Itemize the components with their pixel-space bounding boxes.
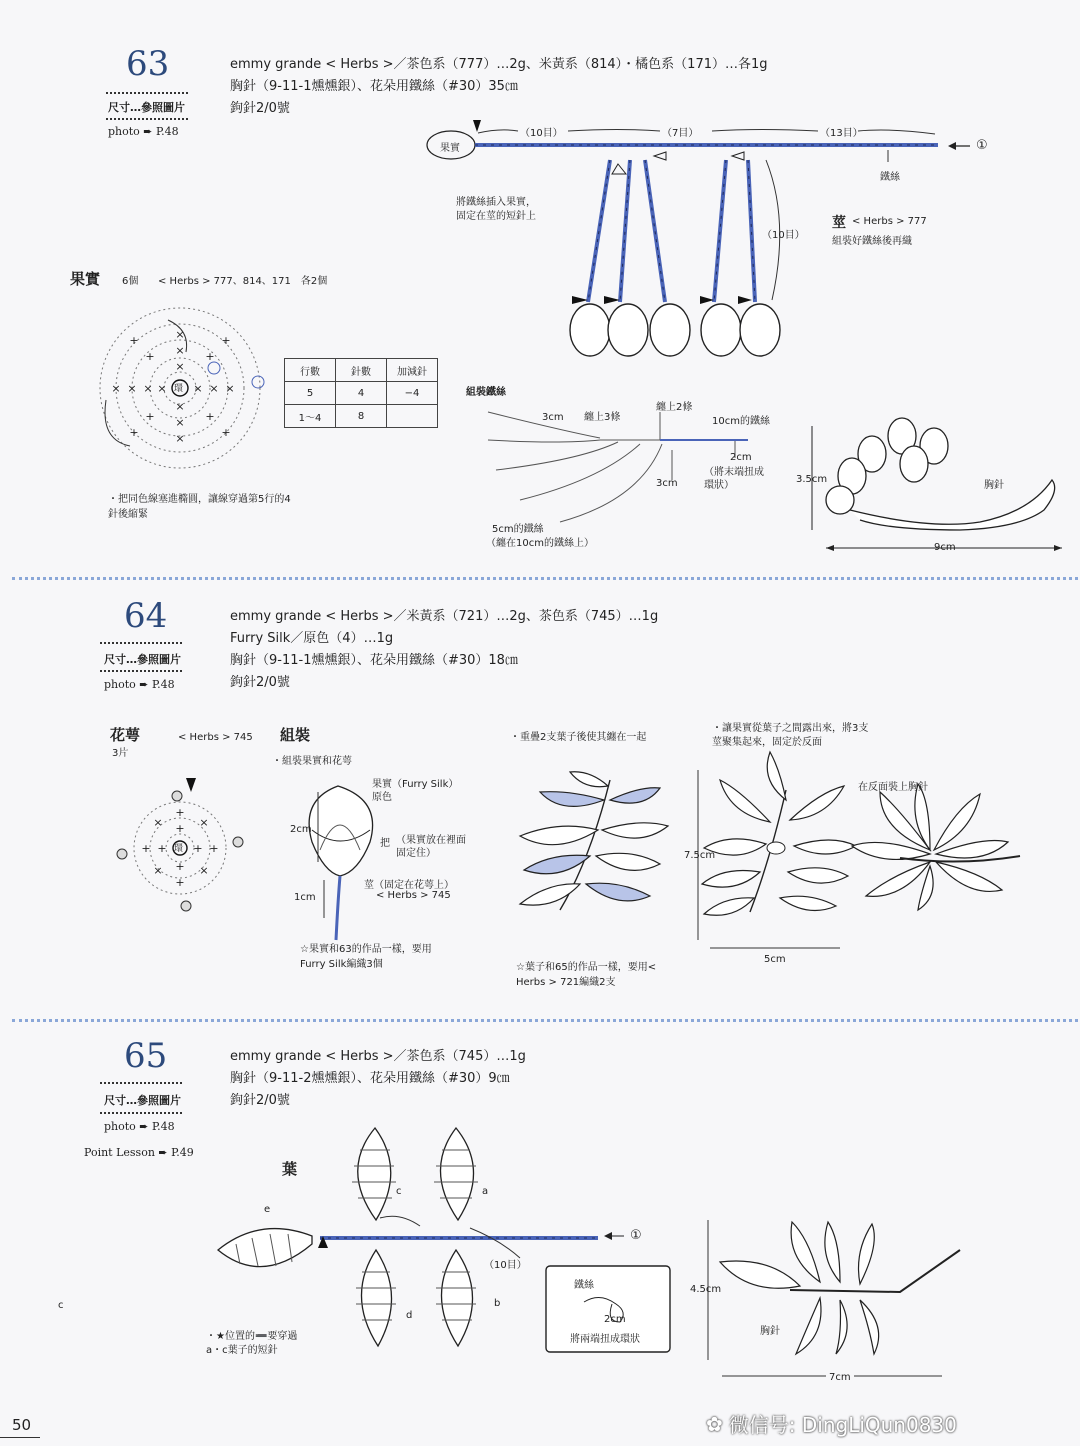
wrap-2: 纏上2條 — [656, 402, 693, 413]
material-line: 鉤針2/0號 — [230, 675, 290, 690]
svg-text:+: + — [141, 842, 151, 855]
photo-ref-65[interactable]: photo ➨ P.48 — [104, 1120, 175, 1133]
stem-note: 組裝好鐵絲後再織 — [832, 236, 912, 247]
leaf-same-note: ☆葉子和65的作品一樣，要用< Herbs > 721編織2支 — [516, 962, 657, 988]
svg-text:+: + — [175, 860, 185, 873]
size-note-65: 尺寸…參照圖片 — [104, 1094, 181, 1107]
insert-note: 將鐵絲插入果實，固定在莖的短針上 — [456, 197, 536, 222]
calyx-yarn: < Herbs > 745 — [178, 732, 253, 743]
svg-text:×: × — [193, 382, 203, 395]
svg-text:×: × — [175, 432, 185, 445]
leaf-label-e: e — [264, 1204, 271, 1215]
svg-text:+: + — [205, 410, 215, 423]
leaf-title-65: 葉 — [282, 1160, 298, 1178]
start-marker-65: ① — [630, 1228, 642, 1243]
fruit-count: 6個 — [122, 276, 139, 287]
svg-text:+: + — [209, 842, 219, 855]
material-line: 胸針（9-11-2燻燻銀）、花朵用鐵絲（#30）9㎝ — [230, 1071, 510, 1086]
material-line: emmy grande < Herbs >／茶色系（777）…2g、米黃系（814）・橘色系（171）…各1g — [230, 57, 768, 72]
wire-5cm-note: （纏在10cm的鐵絲上） — [486, 538, 594, 549]
width-7cm: 7cm — [826, 1372, 854, 1383]
branch-count: （10目） — [762, 230, 805, 241]
svg-text:×: × — [199, 816, 209, 829]
svg-text:+: + — [145, 410, 155, 423]
leaf-label-c: c — [396, 1186, 402, 1197]
svg-text:×: × — [225, 382, 235, 395]
fruit-furry-label: 果實（Furry Silk）原色 — [372, 779, 459, 803]
len-2cm-64: 2cm — [290, 824, 312, 835]
watermark-text: 微信号: DingLiQun0830 — [728, 1413, 957, 1437]
material-line: Furry Silk／原色（4）…1g — [230, 631, 394, 646]
svg-text:×: × — [143, 382, 153, 395]
table-header: 加減針 — [387, 359, 438, 382]
brooch-label-65: 胸針 — [760, 1326, 780, 1337]
svg-text:×: × — [209, 382, 219, 395]
size-note-63: 尺寸…參照圖片 — [108, 101, 185, 114]
material-line: 胸針（9-11-1燻燻銀）、花朵用鐵絲（#30）35㎝ — [230, 79, 518, 94]
len-1cm: 1cm — [294, 892, 316, 903]
wire-label-65: 鐵絲 — [574, 1280, 594, 1291]
material-line: 鉤針2/0號 — [230, 101, 290, 116]
fruit-label: 果實 — [440, 143, 460, 154]
len-3cm-a: 3cm — [542, 412, 564, 423]
pattern-number-64: 64 — [124, 596, 168, 636]
svg-text:×: × — [175, 416, 185, 429]
page-number: 50 — [12, 1416, 32, 1434]
back-brooch-note: 在反面裝上胸針 — [858, 782, 928, 793]
page-number-line — [0, 1437, 40, 1438]
stem-yarn: < Herbs > 777 — [852, 216, 927, 227]
svg-text:+: + — [221, 426, 231, 439]
table-cell: −4 — [387, 382, 438, 405]
star-note: ・★位置的➖要穿過a・c葉子的短針 — [206, 1331, 298, 1356]
svg-text:×: × — [175, 400, 185, 413]
material-line: 鉤針2/0號 — [230, 1093, 290, 1108]
start-marker: ① — [976, 138, 988, 153]
svg-text:×: × — [127, 382, 137, 395]
fruit-yarn: < Herbs > 777、814、171 各2個 — [158, 276, 328, 287]
wechat-icon: ✿ — [706, 1411, 723, 1436]
svg-text:×: × — [175, 360, 185, 373]
table-cell: 5 — [285, 382, 336, 405]
assembly-wire-title: 組裝鐵絲 — [466, 387, 506, 398]
material-line: emmy grande < Herbs >／茶色系（745）…1g — [230, 1049, 526, 1064]
assembly-title-64: 組裝 — [280, 726, 311, 744]
fruit-title: 果實 — [70, 270, 101, 288]
svg-text:+: + — [129, 426, 139, 439]
svg-text:×: × — [153, 864, 163, 877]
handle-label: 把 — [380, 838, 390, 849]
table-header: 針數 — [336, 359, 387, 382]
wrap-3: 纏上3條 — [584, 412, 621, 423]
branch-count-65: （10目） — [484, 1260, 527, 1271]
wire-label: 鐵絲 — [880, 172, 900, 183]
stem-fix-label: 莖（固定在花萼上） — [364, 880, 454, 891]
width-5cm: 5cm — [764, 954, 786, 965]
watermark — [706, 1409, 957, 1438]
len-3cm-b: 3cm — [656, 478, 678, 489]
svg-text:+: + — [129, 334, 139, 347]
seg-10: （10目） — [520, 128, 563, 139]
len-2cm: 2cm — [730, 452, 752, 463]
wire-5cm: 5cm的鐵絲 — [492, 524, 544, 535]
overlap-note: ・重疊2支葉子後使其纏在一起 — [510, 732, 647, 743]
svg-text:+: + — [157, 842, 167, 855]
svg-text:×: × — [153, 816, 163, 829]
photo-ref-63[interactable]: photo ➨ P.48 — [108, 125, 179, 138]
size-note-64: 尺寸…參照圖片 — [104, 653, 181, 666]
width-9cm: 9cm — [934, 542, 956, 553]
svg-text:×: × — [199, 864, 209, 877]
point-lesson-ref[interactable]: Point Lesson ➨ P.49 — [84, 1146, 194, 1159]
calyx-title: 花萼 — [110, 726, 141, 744]
material-line: emmy grande < Herbs >／米黃系（721）…2g、茶色系（745）…1g — [230, 609, 659, 624]
pattern-number-65: 65 — [124, 1036, 168, 1076]
table-cell: 4 — [336, 382, 387, 405]
fruit-same-note: ☆果實和63的作品一樣，要用Furry Silk編織3個 — [300, 944, 432, 970]
assembly-sub-64: ・組裝果實和花萼 — [272, 756, 352, 767]
svg-text:+: + — [205, 350, 215, 363]
svg-text:×: × — [111, 382, 121, 395]
wire-10cm: 10cm的鐵絲 — [712, 416, 770, 427]
wire-2cm: 2cm — [604, 1314, 626, 1325]
fruit-note: ・把同色線塞進橢圓，讓線穿過第5行的4針後縮緊 — [108, 494, 291, 520]
pattern-number-63: 63 — [126, 44, 170, 84]
height-4-5cm: 4.5cm — [690, 1284, 722, 1295]
seg-7: （7目） — [662, 128, 699, 139]
pull-note: ・讓果實從葉子之間露出來，將3支莖聚集起來，固定於反面 — [712, 723, 869, 748]
leaf-label-b: b — [494, 1298, 501, 1309]
height-3-5cm: 3.5cm — [796, 474, 828, 485]
svg-text:+: + — [175, 806, 185, 819]
seg-13: （13目） — [820, 128, 863, 139]
svg-text:+: + — [193, 842, 203, 855]
svg-text:×: × — [175, 344, 185, 357]
table-cell: 1〜4 — [285, 405, 336, 428]
svg-text:+: + — [221, 334, 231, 347]
stem-yarn-64: < Herbs > 745 — [376, 890, 451, 901]
calyx-count: 3片 — [112, 748, 129, 759]
material-line: 胸針（9-11-1燻燻銀）、花朵用鐵絲（#30）18㎝ — [230, 653, 518, 668]
leaf-label-a: a — [482, 1186, 489, 1197]
stem-title: 莖 — [832, 215, 846, 231]
table-header: 行數 — [285, 359, 336, 382]
handle-note: （果實放在裡面固定住） — [396, 835, 466, 859]
svg-text:+: + — [175, 876, 185, 889]
table-cell: 8 — [336, 405, 387, 428]
svg-text:×: × — [175, 328, 185, 341]
wrap-end-note: （將末端扭成環狀） — [704, 467, 764, 491]
photo-ref-64[interactable]: photo ➨ P.48 — [104, 678, 175, 691]
wire-twist-note: 將兩端扭成環狀 — [570, 1334, 640, 1345]
calyx-ring-center: 環 — [174, 844, 184, 854]
margin-mark: c — [58, 1300, 64, 1311]
ring-center: 環 — [174, 384, 184, 394]
brooch-label: 胸針 — [984, 480, 1004, 491]
leaf-label-d: d — [406, 1310, 413, 1321]
svg-text:×: × — [157, 382, 167, 395]
svg-text:+: + — [175, 822, 185, 835]
height-7-5cm: 7.5cm — [684, 850, 716, 861]
svg-text:+: + — [145, 350, 155, 363]
